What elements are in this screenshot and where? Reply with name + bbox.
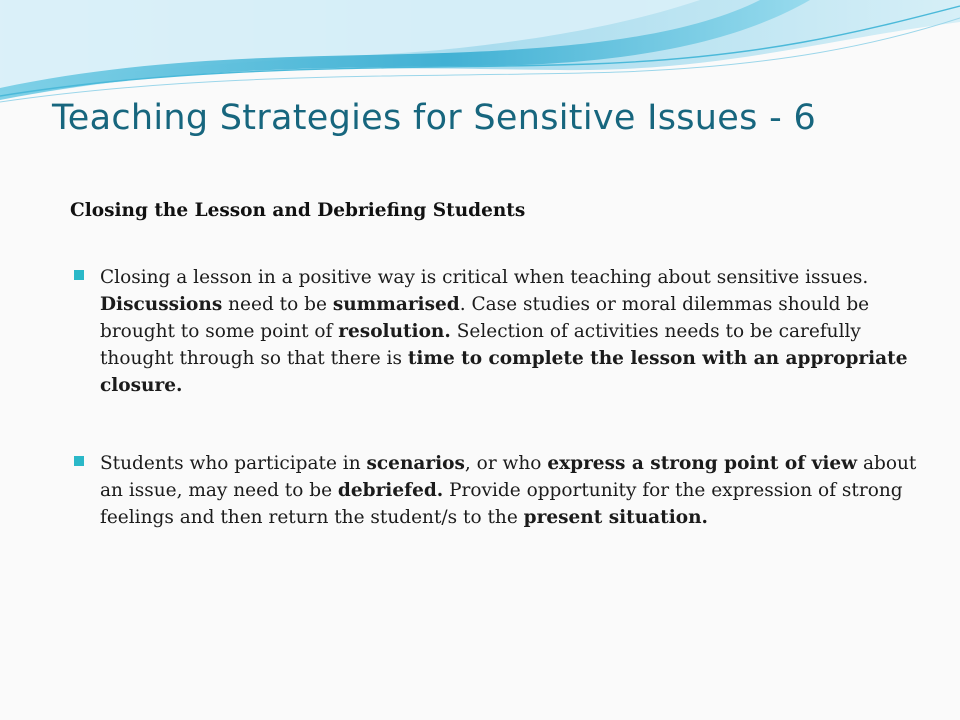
body-text: , or who	[464, 453, 548, 474]
square-bullet-icon	[74, 270, 84, 280]
slide-title: Teaching Strategies for Sensitive Issues - 6	[52, 98, 817, 138]
bullet-text	[100, 453, 916, 528]
emphasis-text: debriefed.	[337, 480, 444, 501]
body-text: . Case studies or moral dilemmas should be brought to some point of	[100, 294, 870, 342]
bullet-closing-lesson	[100, 264, 930, 399]
body-text: Closing a lesson in a positive way is critical when teaching about sensitive issues.	[100, 267, 869, 288]
body-text: Students who participate in	[100, 453, 367, 474]
bullet-text	[100, 267, 907, 396]
header-wave-decoration	[0, 0, 960, 110]
section-subtitle: Closing the Lesson and Debriefing Students	[70, 200, 526, 221]
emphasis-text: present situation.	[523, 507, 708, 528]
emphasis-text: Discussions	[100, 294, 223, 315]
body-text: about an issue, may need to be	[100, 453, 917, 501]
body-text: Provide opportunity for the expression of strong feelings and then return the student/s to the	[100, 480, 903, 528]
emphasis-text: scenarios	[366, 453, 465, 474]
emphasis-text: summarised	[332, 294, 460, 315]
body-text: Selection of activities needs to be carefully thought through so that there is	[100, 321, 861, 369]
emphasis-text: time to complete the lesson with an appropriate closure.	[100, 348, 908, 396]
bullet-debriefing	[100, 450, 930, 531]
square-bullet-icon	[74, 456, 84, 466]
emphasis-text: resolution.	[338, 321, 451, 342]
emphasis-text: express a strong point of view	[547, 453, 858, 474]
body-text: need to be	[222, 294, 333, 315]
